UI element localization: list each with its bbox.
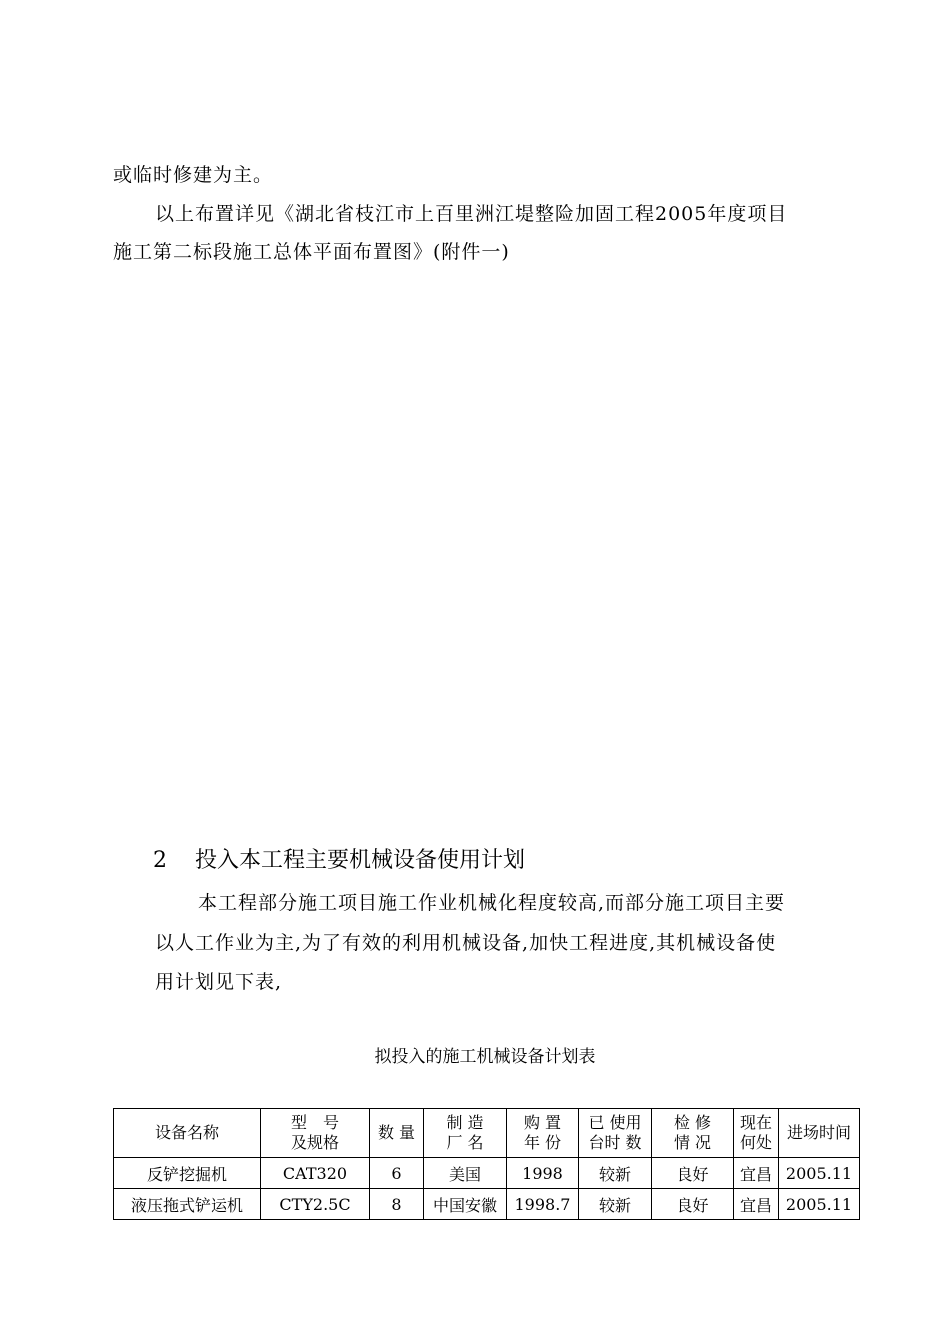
table-cell: 2005.11: [779, 1158, 860, 1189]
table-cell: 中国安徽: [424, 1189, 507, 1220]
table-row: [114, 1158, 860, 1189]
header-cell-hours-used: 已 使用 台时 数: [579, 1109, 652, 1158]
table-title: 拟投入的施工机械设备计划表: [374, 1047, 596, 1067]
table-row: [114, 1189, 860, 1220]
header-cell-location: 现在 何处: [734, 1109, 779, 1158]
header-cell-manufacturer: 制 造 厂 名: [424, 1109, 507, 1158]
header-cell-maintenance: 检 修 情 况: [652, 1109, 734, 1158]
section-number: 2: [153, 848, 167, 873]
paragraph-line: 或临时修建为主。: [113, 164, 274, 186]
header-cell-purchase-year: 购 置 年 份: [507, 1109, 579, 1158]
header-cell-name: 设备名称: [114, 1109, 261, 1158]
header-cell-model: 型 号 及规格: [261, 1109, 370, 1158]
paragraph-line: 以上布置详见《湖北省枝江市上百里洲江堤整险加固工程2005年度项目: [155, 203, 788, 225]
table-cell: 液压拖式铲运机: [114, 1189, 261, 1220]
table-cell: 1998: [507, 1158, 579, 1189]
table-cell: CTY2.5C: [261, 1189, 370, 1220]
table-cell: 较新: [579, 1158, 652, 1189]
table-cell: 美国: [424, 1158, 507, 1189]
section-body-line: 用计划见下表,: [155, 971, 283, 993]
section-body-line: 以人工作业为主,为了有效的利用机械设备,加快工程进度,其机械设备使: [155, 932, 777, 954]
table-cell: 1998.7: [507, 1189, 579, 1220]
header-cell-quantity: 数 量: [370, 1109, 424, 1158]
table-cell: 宜昌: [734, 1189, 779, 1220]
table-cell: 良好: [652, 1158, 734, 1189]
section-title: 投入本工程主要机械设备使用计划: [195, 848, 526, 873]
table-cell: CAT320: [261, 1158, 370, 1189]
table-header-row: [114, 1109, 860, 1158]
table-cell: 良好: [652, 1189, 734, 1220]
table-cell: 2005.11: [779, 1189, 860, 1220]
header-cell-entry-time: 进场时间: [779, 1109, 860, 1158]
paragraph-line: 施工第二标段施工总体平面布置图》(附件一): [113, 241, 510, 263]
table-cell: 反铲挖掘机: [114, 1158, 261, 1189]
table-cell: 宜昌: [734, 1158, 779, 1189]
table-cell: 6: [370, 1158, 424, 1189]
section-heading: [153, 843, 525, 879]
table-cell: 较新: [579, 1189, 652, 1220]
section-body-line: 本工程部分施工项目施工作业机械化程度较高,而部分施工项目主要: [198, 892, 786, 914]
table-cell: 8: [370, 1189, 424, 1220]
equipment-table: [113, 1108, 860, 1220]
